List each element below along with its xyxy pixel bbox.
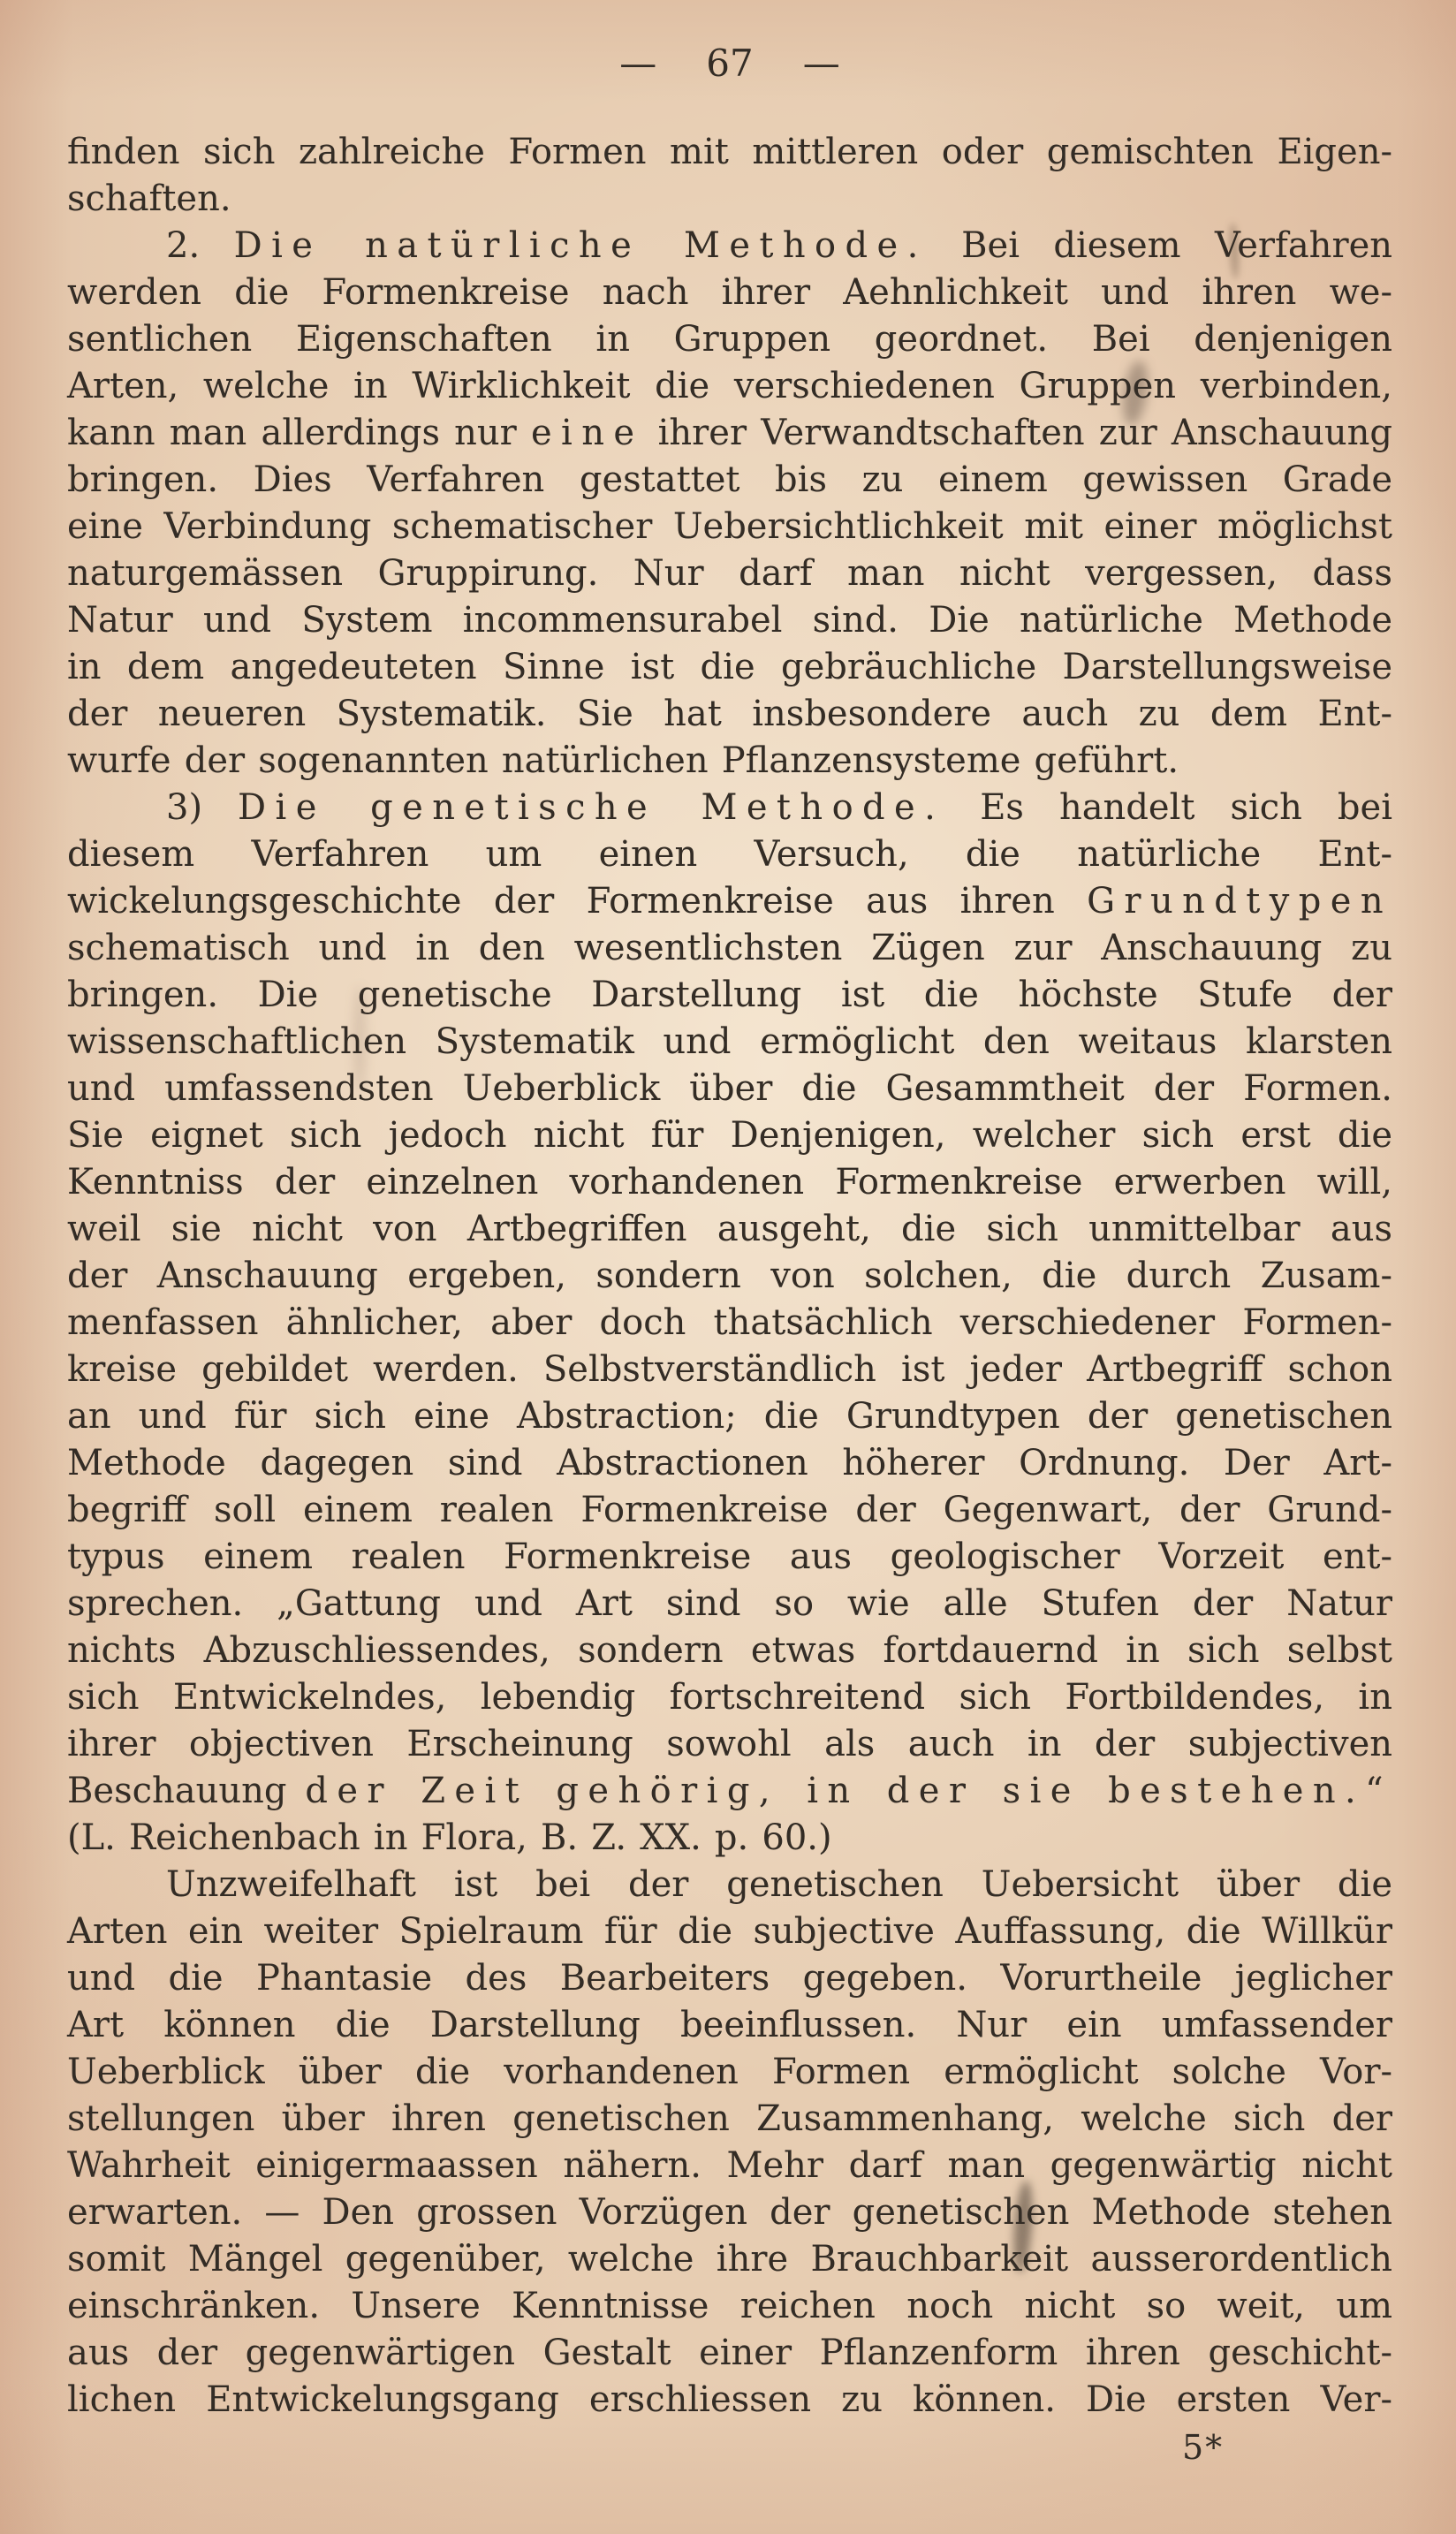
text-line [67,1627,1392,1674]
text-line [67,878,1392,925]
text-line [67,2377,1392,2424]
text-line [67,410,1392,457]
text-line [67,1066,1392,1112]
text-line [67,1112,1392,1159]
text-line [67,691,1392,738]
text-line [67,1019,1392,1066]
text-run: Wahrheit einigermaassen nähern. Mehr darf man gegenwärtig nicht [67,2145,1392,2186]
letterspaced-text: Grundtypen [1087,881,1392,922]
text-run: Arten ein weiter Spielraum für die subjective Auffassung, die Willkür [67,1911,1392,1952]
text-line [67,2049,1392,2096]
text-run: wissenschaftlichen Systematik und ermöglicht den weitaus klarsten [67,1021,1392,1062]
text-run: bringen. Dies Verfahren gestattet bis zu einem gewissen Grade [67,459,1392,500]
page-number: 67 [706,42,754,85]
text-line [67,2143,1392,2189]
text-run: naturgemässen Gruppirung. Nur darf man nicht vergessen, dass [67,553,1392,594]
text-run: Es handelt sich bei [944,787,1392,828]
text-line [67,2283,1392,2330]
text-run: lichen Entwickelungsgang erschliessen zu können. Die ersten Ver- [67,2379,1392,2420]
text-run: einschränken. Unsere Kenntnisse reichen noch nicht so weit, um [67,2286,1392,2326]
text-run: bringen. Die genetische Darstellung ist die höchste Stufe der [67,975,1392,1015]
text-line [67,2236,1392,2283]
text-run: Kenntniss der einzelnen vorhandenen Formenkreise erwerben will, [67,1162,1392,1203]
text-line [67,1534,1392,1581]
text-run: Bei diesem Verfahren [927,225,1392,266]
text-run: Beschauung [67,1771,306,1811]
text-run: Arten, welche in Wirklichkeit die verschiedenen Gruppen verbinden, [67,366,1392,406]
text-line [67,316,1392,363]
text-run: sentlichen Eigenschaften in Gruppen geordnet. Bei denjenigen [67,319,1392,360]
text-run: an und für sich eine Abstraction; die Grundtypen der genetischen [67,1396,1392,1437]
text-run: in dem angedeuteten Sinne ist die gebräuchliche Darstellungsweise [67,647,1392,687]
letterspaced-text: der Zeit gehörig, in der sie bestehen.“ [305,1771,1392,1811]
body-text-block [67,129,1392,2424]
text-line [67,223,1392,269]
text-run: kreise gebildet werden. Selbstverständlich ist jeder Artbegriff schon [67,1349,1392,1390]
text-run: sich Entwickelndes, lebendig fortschreitend sich Fortbildendes, in [67,1677,1392,1718]
text-line [67,1440,1392,1487]
text-line [67,176,1392,223]
text-line [67,1393,1392,1440]
text-run: weil sie nicht von Artbegriffen ausgeht, die sich unmittelbar aus [67,1209,1392,1249]
text-line [67,925,1392,972]
text-line [67,129,1392,176]
text-run: ihrer Verwandtschaften zur Anschauung [643,413,1392,453]
letterspaced-text: Die genetische Methode. [238,787,945,828]
text-run: begriff soll einem realen Formenkreise der Gegenwart, der Grund- [67,1490,1392,1530]
text-run: nichts Abzuschliessendes, sondern etwas fortdauernd in sich selbst [67,1630,1392,1671]
text-run: Art können die Darstellung beeinflussen. Nur ein umfassender [67,2005,1392,2045]
text-line [67,1487,1392,1534]
text-run: menfassen ähnlicher, aber doch thatsächlich verschiedener Formen- [67,1302,1392,1343]
text-run: stellungen über ihren genetischen Zusammenhang, welche sich der [67,2098,1392,2139]
text-run: schematisch und in den wesentlichsten Zügen zur Anschauung zu [67,928,1392,968]
text-line [67,738,1392,785]
text-line [67,1955,1392,2002]
text-run: der Anschauung ergeben, sondern von solchen, die durch Zusam- [67,1256,1392,1296]
text-run: (L. Reichenbach in Flora, B. Z. XX. p. 60.) [67,1817,832,1858]
text-line [67,550,1392,597]
text-run: und die Phantasie des Bearbeiters gegeben. Vorurtheile jeglicher [67,1958,1392,1999]
text-line [67,644,1392,691]
text-line [67,1815,1392,1862]
text-line [67,831,1392,878]
text-line [67,1768,1392,1815]
text-run: Methode dagegen sind Abstractionen höherer Ordnung. Der Art- [67,1443,1392,1483]
text-line [67,1347,1392,1393]
text-run: Unzweifelhaft ist bei der genetischen Uebersicht über die [166,1864,1392,1905]
text-run: 3) [166,787,239,828]
text-run: der neueren Systematik. Sie hat insbesondere auch zu dem Ent- [67,694,1392,734]
text-run: und umfassendsten Ueberblick über die Gesammtheit der Formen. [67,1068,1392,1109]
text-line [67,972,1392,1019]
text-run: wickelungsgeschichte der Formenkreise aus ihren [67,881,1088,922]
header-dash-left: — [619,42,657,85]
text-line [67,2002,1392,2049]
text-run: somit Mängel gegenüber, welche ihre Brauchbarkeit ausserordentlich [67,2239,1392,2280]
header-dash-right: — [802,42,840,85]
text-run: wurfe der sogenannten natürlichen Pflanzensysteme geführt. [67,740,1179,781]
text-run: aus der gegenwärtigen Gestalt einer Pflanzenform ihren geschicht- [67,2333,1392,2373]
text-line [67,1206,1392,1253]
page-header [67,41,1392,87]
text-run: schaften. [67,178,231,219]
text-line [67,457,1392,504]
text-line [67,1581,1392,1627]
text-line [67,1300,1392,1347]
signature-mark: 5* [1182,2428,1225,2467]
text-run: Ueberblick über die vorhandenen Formen ermöglicht solche Vor- [67,2052,1392,2092]
text-run: finden sich zahlreiche Formen mit mittleren oder gemischten Eigen- [67,132,1392,172]
text-line [67,2330,1392,2377]
text-run: typus einem realen Formenkreise aus geologischer Vorzeit ent- [67,1536,1392,1577]
text-line [67,2189,1392,2236]
text-line [67,504,1392,550]
text-run: Natur und System incommensurabel sind. Die natürliche Methode [67,600,1392,641]
text-line [67,1159,1392,1206]
text-run: 2. [166,225,234,266]
text-line [67,2096,1392,2143]
text-line [67,269,1392,316]
text-line [67,1908,1392,1955]
text-line [67,1721,1392,1768]
text-run: eine Verbindung schematischer Uebersichtlichkeit mit einer möglichst [67,506,1392,547]
text-run: ihrer objectiven Erscheinung sowohl als auch in der subjectiven [67,1724,1392,1764]
letterspaced-text: eine [530,413,644,453]
text-line [67,597,1392,644]
text-line [67,785,1392,831]
text-line [67,1862,1392,1908]
text-run: Sie eignet sich jedoch nicht für Denjenigen, welcher sich erst die [67,1115,1392,1156]
text-run: werden die Formenkreise nach ihrer Aehnlichkeit und ihren we- [67,272,1392,313]
letterspaced-text: Die natürliche Methode. [233,225,928,266]
text-line [67,1674,1392,1721]
text-run: sprechen. „Gattung und Art sind so wie alle Stufen der Natur [67,1583,1392,1624]
text-run: erwarten. — Den grossen Vorzügen der genetischen Methode stehen [67,2192,1392,2233]
text-run: kann man allerdings nur [67,413,531,453]
text-line [67,1253,1392,1300]
text-run: diesem Verfahren um einen Versuch, die natürliche Ent- [67,834,1392,875]
text-line [67,363,1392,410]
